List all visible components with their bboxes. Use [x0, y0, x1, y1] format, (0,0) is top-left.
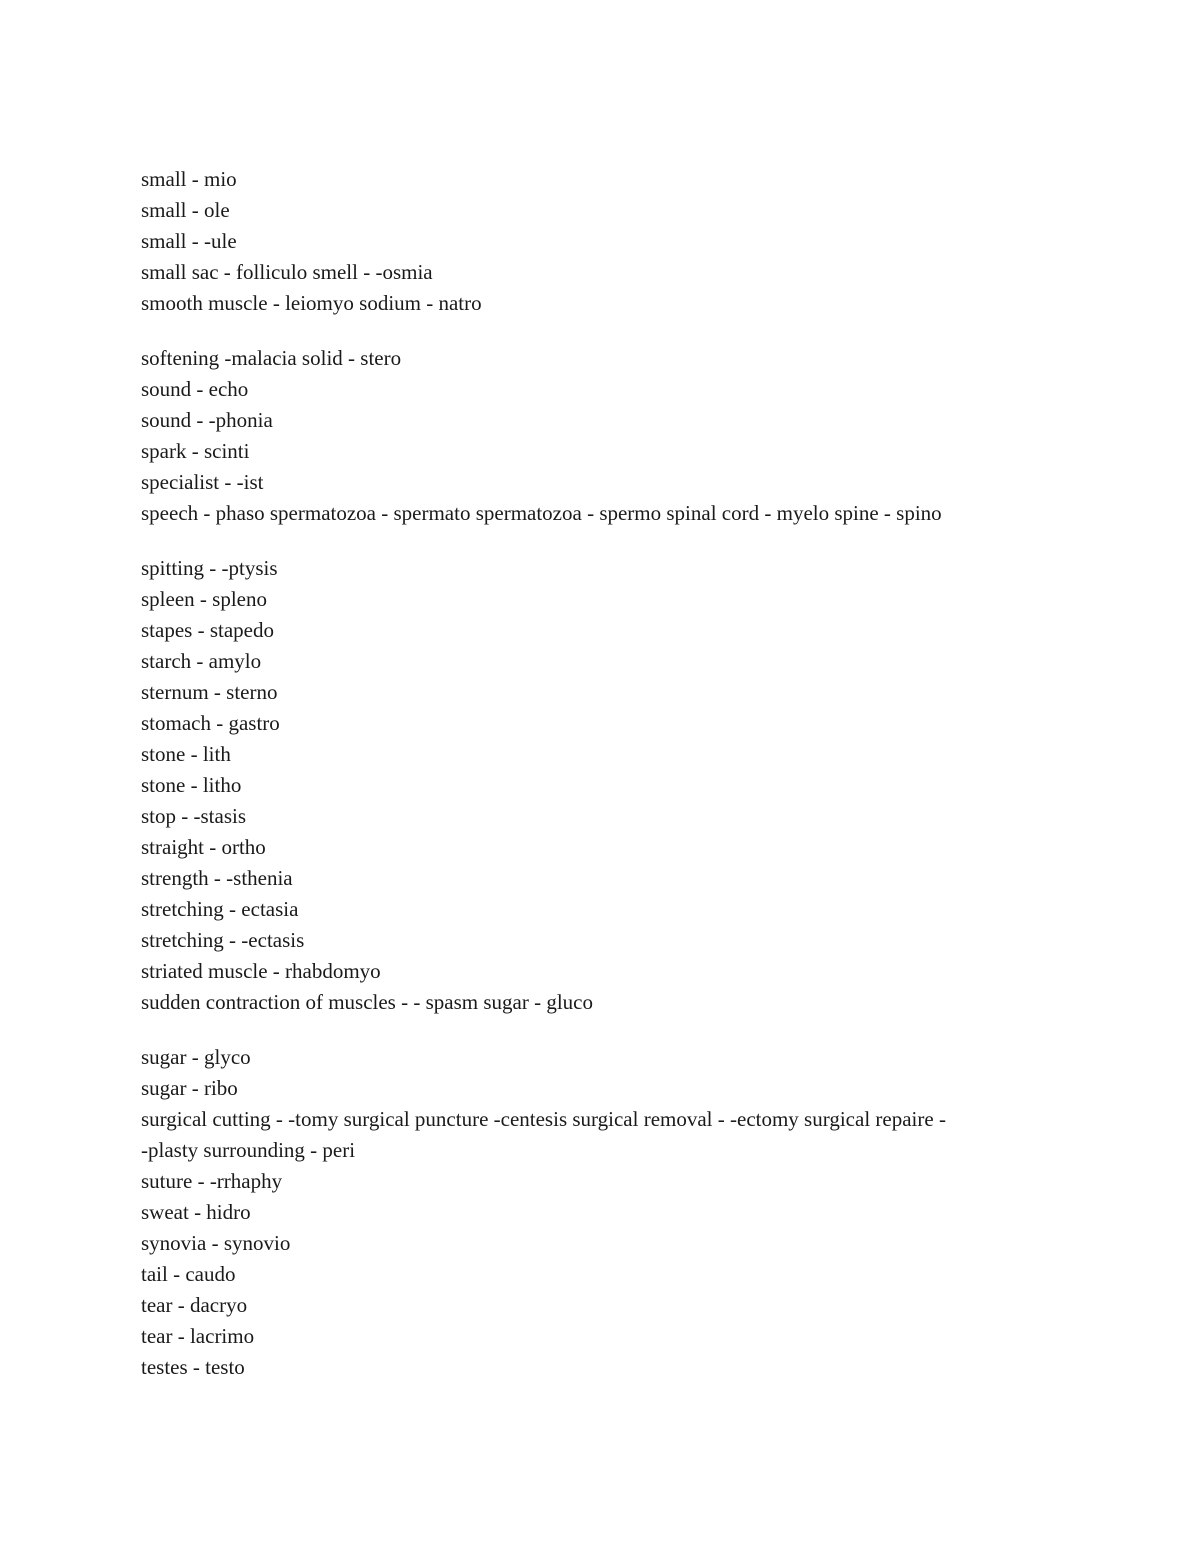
- glossary-line: striated muscle - rhabdomyo: [141, 959, 381, 983]
- glossary-line: stapes - stapedo: [141, 618, 274, 642]
- glossary-line: testes - testo: [141, 1355, 245, 1379]
- glossary-line: specialist - -ist: [141, 470, 264, 494]
- glossary-line: spark - scinti: [141, 439, 250, 463]
- glossary-line: speech - phaso spermatozoa - spermato spermatozoa - spermo spinal cord - myelo spine - spino: [141, 501, 942, 525]
- glossary-line: tail - caudo: [141, 1262, 236, 1286]
- glossary-line: tear - dacryo: [141, 1293, 248, 1317]
- glossary-line: sound - echo: [141, 377, 249, 401]
- glossary-line: small - ole: [141, 198, 230, 222]
- paragraph-block: [141, 343, 1061, 529]
- glossary-line: sugar - ribo: [141, 1076, 238, 1100]
- paragraph-block: [141, 1042, 1061, 1383]
- glossary-line: spitting - -ptysis: [141, 556, 278, 580]
- glossary-line: tear - lacrimo: [141, 1324, 255, 1348]
- glossary-line: sugar - glyco: [141, 1045, 251, 1069]
- glossary-line: smooth muscle - leiomyo sodium - natro: [141, 291, 482, 315]
- glossary-line: starch - amylo: [141, 649, 262, 673]
- glossary-line: spleen - spleno: [141, 587, 267, 611]
- glossary-line: sudden contraction of muscles - - spasm sugar - gluco: [141, 990, 593, 1014]
- document-body: [141, 164, 1061, 1407]
- glossary-line: stone - lith: [141, 742, 231, 766]
- glossary-line: strength - -sthenia: [141, 866, 293, 890]
- glossary-line: straight - ortho: [141, 835, 266, 859]
- glossary-line: sweat - hidro: [141, 1200, 251, 1224]
- glossary-line: softening -malacia solid - stero: [141, 346, 402, 370]
- glossary-line: synovia - synovio: [141, 1231, 291, 1255]
- paragraph-block: [141, 164, 1061, 319]
- glossary-line: stretching - ectasia: [141, 897, 299, 921]
- glossary-line: small - mio: [141, 167, 237, 191]
- glossary-line: stretching - -ectasis: [141, 928, 305, 952]
- glossary-line: -plasty surrounding - peri: [141, 1138, 356, 1162]
- glossary-line: small - -ule: [141, 229, 237, 253]
- paragraph-block: [141, 553, 1061, 1018]
- glossary-line: suture - -rrhaphy: [141, 1169, 283, 1193]
- glossary-line: surgical cutting - -tomy surgical puncture -centesis surgical removal - -ectomy surgical repaire -: [141, 1107, 946, 1131]
- glossary-line: stone - litho: [141, 773, 242, 797]
- glossary-line: sternum - sterno: [141, 680, 278, 704]
- glossary-line: sound - -phonia: [141, 408, 273, 432]
- glossary-line: stop - -stasis: [141, 804, 246, 828]
- glossary-line: small sac - folliculo smell - -osmia: [141, 260, 433, 284]
- glossary-line: stomach - gastro: [141, 711, 280, 735]
